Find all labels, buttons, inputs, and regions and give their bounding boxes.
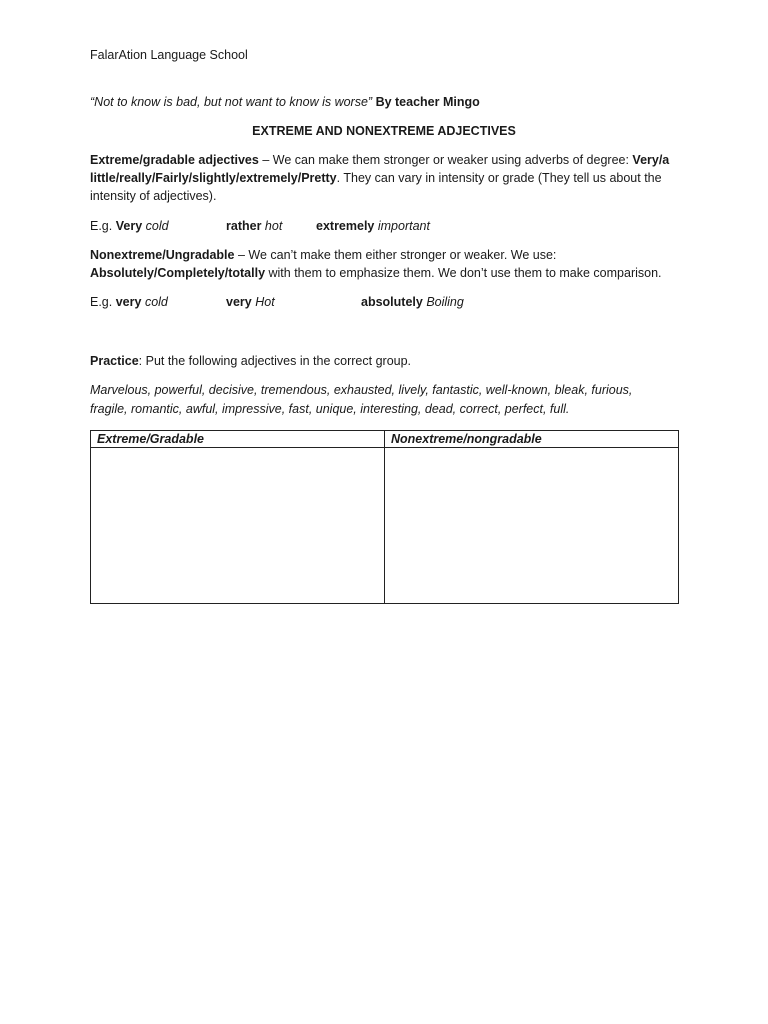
page-title: EXTREME AND NONEXTREME ADJECTIVES [252,124,516,138]
example-1-adjective-2: hot [264,219,283,233]
nonextreme-text-1: – We can’t make them either stronger or weaker. We use: [234,248,557,262]
extreme-paragraph [90,151,680,205]
example-1-item-2 [226,217,282,235]
example-2-adverb-3: absolutely [361,295,423,309]
table-header-row [91,431,679,448]
example-2-adverb-2: very [226,295,252,309]
quote-author: By teacher Mingo [375,95,480,109]
answer-cell-nonextreme[interactable] [385,448,679,604]
practice-instruction-text: : Put the following adjectives in the correct group. [138,354,412,368]
nonextreme-term: Nonextreme/Ungradable [90,248,235,262]
example-1-adverb-2: rather [226,219,262,233]
example-2-adverb-1: very [115,295,142,309]
quote-text: “Not to know is bad, but not want to know is worse” [90,95,373,109]
quote-line [90,93,680,111]
nonextreme-paragraph [90,246,680,282]
extreme-term: Extreme/gradable adjectives [90,153,259,167]
extreme-text-1: – We can make them stronger or weaker using adverbs of degree: [258,153,633,167]
example-2-item-3 [361,293,464,311]
example-2-adjective-2: Hot [255,295,275,309]
example-1-adverb-1: Very [115,219,143,233]
example-2-adjective-3: Boiling [426,295,464,309]
extreme-text-2: . They can vary in intensity or grade (They tell us about the intensity of adjectives). [90,171,662,203]
school-name: FalarAtion Language School [90,48,248,62]
extreme-adverbs: Very/a little/really/Fairly/slightly/extremely/Pretty [90,153,670,185]
answer-cell-extreme[interactable] [91,448,385,604]
nonextreme-adverbs: Absolutely/Completely/totally [90,266,266,280]
example-1-item-1 [90,217,169,235]
header-extreme-gradable: Extreme/Gradable [91,431,385,448]
sorting-table [90,430,679,604]
practice-words-line-2: fragile, romantic, awful, impressive, fast, unique, interesting, dead, correct, perfect, full. [90,402,570,416]
example-1-item-3 [316,217,430,235]
practice-label: Practice [90,354,139,368]
example-1-prefix: E.g. [90,219,113,233]
example-2-adjective-1: cold [144,295,168,309]
example-2-prefix: E.g. [90,295,113,309]
example-1-adjective-1: cold [145,219,169,233]
practice-words-line-1: Marvelous, powerful, decisive, tremendous, exhausted, lively, fantastic, well-known, bleak, furious, [90,383,633,397]
header-nonextreme-nongradable: Nonextreme/nongradable [385,431,679,448]
example-2-item-1 [90,293,168,311]
table-answer-row [91,448,679,604]
example-1-adjective-3: important [377,219,430,233]
example-2-item-2 [226,293,275,311]
example-1-adverb-3: extremely [316,219,375,233]
practice-instruction [90,352,680,370]
nonextreme-text-2: with them to emphasize them. We don’t use them to make comparison. [265,266,662,280]
